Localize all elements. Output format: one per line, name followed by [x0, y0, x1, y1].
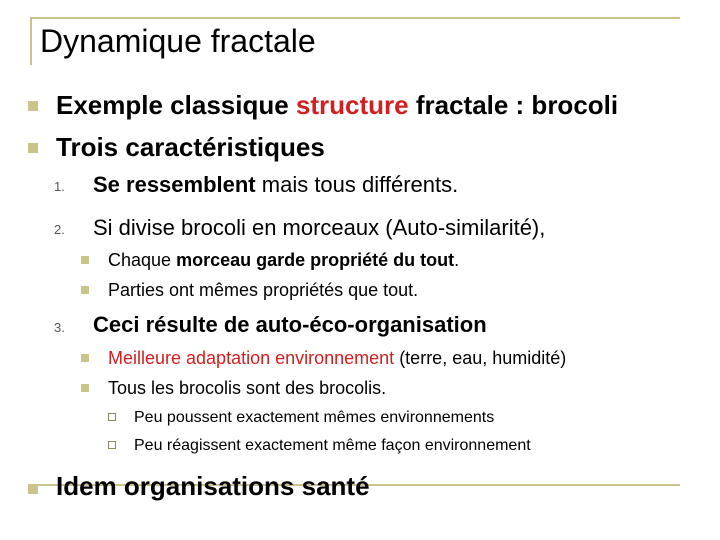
sub-bullet-3a [108, 346, 566, 370]
sub-bullet-3b: Tous les brocolis sont des brocolis. [108, 378, 387, 398]
title-frame-left [30, 17, 32, 65]
bullet-square-icon [81, 384, 89, 392]
sub-bullet-2a-end: . [454, 250, 460, 270]
bullet-square-icon [28, 143, 38, 153]
sub-sub-bullet-2: Peu réagissent exactement même façon environnement [134, 437, 531, 454]
numbered-item-1 [93, 171, 458, 199]
number-3: 3. [54, 320, 65, 335]
number-2: 2. [54, 222, 65, 237]
sub-bullet-3a-highlight: Meilleure adaptation environnement [108, 348, 395, 368]
bullet-square-icon [28, 484, 38, 494]
bullet-square-icon [81, 256, 89, 264]
sub-bullet-3a-rest: (terre, eau, humidité) [394, 348, 567, 368]
bullet-1-text-a: Exemple classique [56, 90, 296, 120]
sub-bullet-2a-bold: morceau garde propriété du tout [176, 250, 455, 270]
numbered-item-3: Ceci résulte de auto-éco-organisation [93, 312, 487, 337]
bullet-square-icon [81, 286, 89, 294]
title-frame-top [30, 17, 680, 19]
bullet-1-highlight: structure [295, 90, 409, 120]
hollow-square-bullet-icon [108, 413, 116, 421]
numbered-item-2: Si divise brocoli en morceaux (Auto-similarité), [93, 215, 546, 240]
hollow-square-bullet-icon [108, 441, 116, 449]
bullet-3: Idem organisations santé [56, 471, 370, 501]
bullet-square-icon [81, 354, 89, 362]
sub-sub-bullet-1: Peu poussent exactement mêmes environnements [134, 409, 495, 426]
sub-bullet-2a [108, 248, 459, 272]
sub-bullet-2b: Parties ont mêmes propriétés que tout. [108, 280, 419, 300]
sub-bullet-2a-text: Chaque [108, 250, 177, 270]
slide-title: Dynamique fractale [40, 23, 316, 59]
bullet-1-text-b: fractale : brocoli [408, 90, 619, 120]
numbered-item-1-bold: Se ressemblent [93, 172, 256, 197]
bullet-1 [56, 89, 618, 121]
numbered-item-1-rest: mais tous différents. [255, 172, 459, 197]
number-1: 1. [54, 179, 65, 194]
bullet-square-icon [28, 101, 38, 111]
bullet-2: Trois caractéristiques [56, 132, 325, 162]
